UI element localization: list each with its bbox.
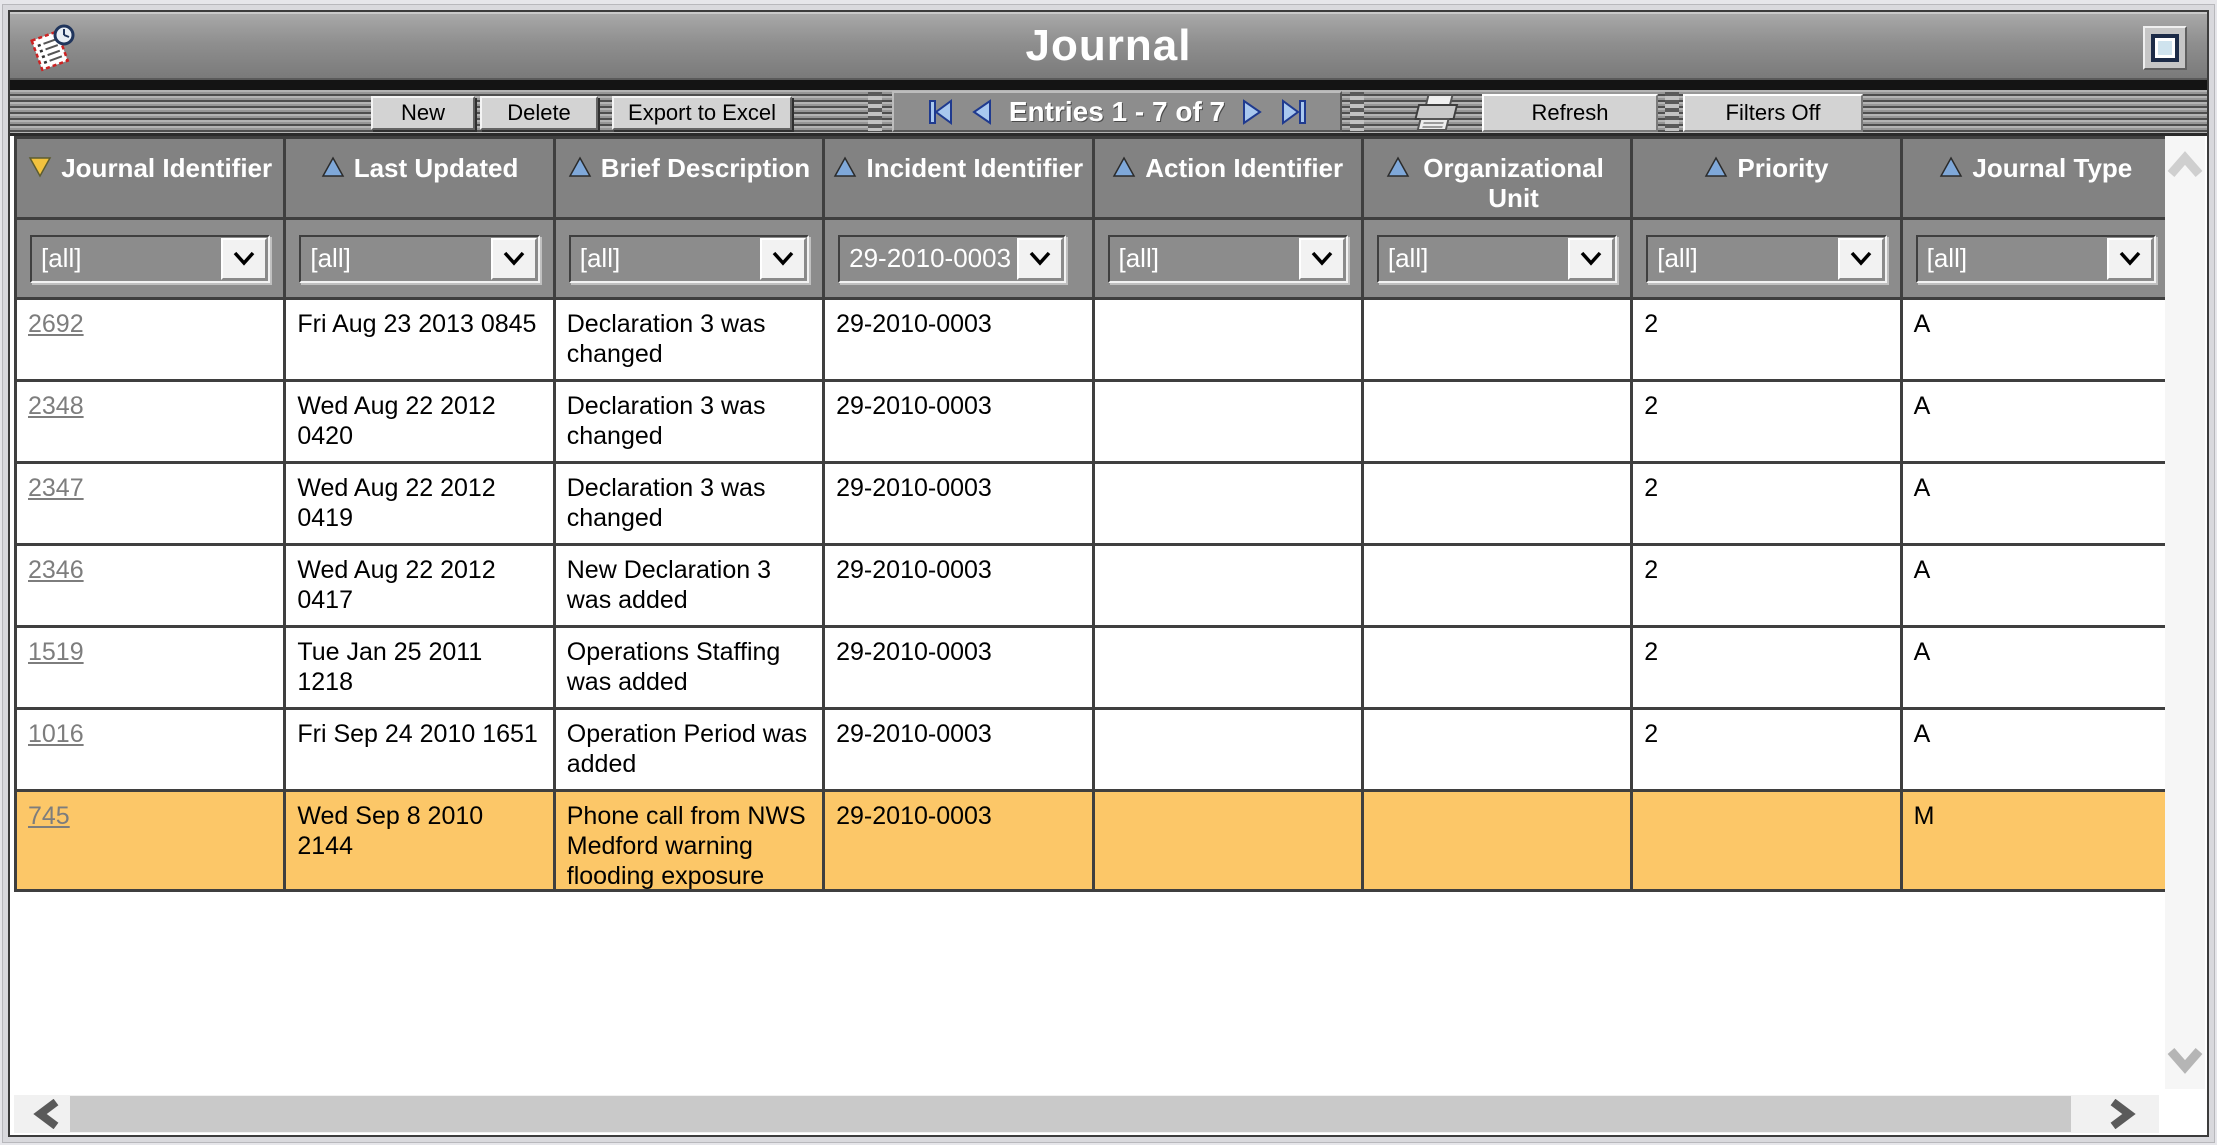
table-cell: A xyxy=(1903,546,2169,625)
table-cell: Tue Jan 25 2011 1218 xyxy=(286,628,552,707)
column-header-incident-identifier[interactable] xyxy=(825,139,1091,217)
scroll-up-icon[interactable] xyxy=(2167,150,2203,180)
toolbar-separator xyxy=(1665,92,1679,131)
filter-cell xyxy=(1364,220,1630,297)
delete-button[interactable]: Delete xyxy=(480,96,598,130)
toolbar xyxy=(10,90,2207,136)
table-cell: Wed Aug 22 2012 0420 xyxy=(286,382,552,461)
chevron-down-icon[interactable] xyxy=(491,238,537,280)
previous-page-icon[interactable] xyxy=(969,97,995,127)
journal-table xyxy=(14,136,2172,892)
brief-description-filter-select[interactable] xyxy=(569,235,809,283)
journal-identifier-filter-select[interactable] xyxy=(30,235,270,283)
table-cell: 2 xyxy=(1633,464,1899,543)
action-identifier-filter-select[interactable] xyxy=(1108,235,1348,283)
table-cell: Declaration 3 was changed xyxy=(556,382,822,461)
column-header-priority[interactable] xyxy=(1633,139,1899,217)
sort-ascending-icon xyxy=(568,156,592,178)
priority-filter-select[interactable] xyxy=(1646,235,1886,283)
filter-value: [all] xyxy=(1118,243,1159,273)
page-title: Journal xyxy=(1025,21,1192,70)
column-header-last-updated[interactable] xyxy=(286,139,552,217)
table-cell xyxy=(17,546,283,625)
journal-clock-icon xyxy=(26,22,78,74)
column-header-label: Journal Type xyxy=(1972,153,2133,183)
sort-ascending-icon xyxy=(1704,156,1728,178)
table-area xyxy=(10,136,2207,1135)
column-header-label: Priority xyxy=(1737,153,1829,183)
table-cell xyxy=(17,464,283,543)
sort-ascending-icon xyxy=(1386,156,1410,178)
table-cell: 29-2010-0003 xyxy=(825,300,1091,379)
column-header-organizational-unit[interactable] xyxy=(1364,139,1630,217)
next-page-icon[interactable] xyxy=(1239,97,1265,127)
table-cell xyxy=(1364,464,1630,543)
sort-descending-icon xyxy=(28,156,52,178)
table-cell: 29-2010-0003 xyxy=(825,382,1091,461)
filter-cell xyxy=(556,220,822,297)
table-cell-highlighted: Phone call from NWS Medford warning flooding exposure xyxy=(556,792,822,889)
scroll-left-icon[interactable] xyxy=(30,1099,64,1129)
scroll-right-icon[interactable] xyxy=(2105,1099,2139,1129)
table-cell: A xyxy=(1903,464,2169,543)
table-cell xyxy=(1364,382,1630,461)
column-header-label: Brief Description xyxy=(600,153,811,183)
maximize-icon xyxy=(2151,34,2179,62)
journal-id-link[interactable]: 2692 xyxy=(28,310,84,338)
chevron-down-icon[interactable] xyxy=(221,238,267,280)
print-icon[interactable] xyxy=(1402,93,1466,133)
filter-cell xyxy=(17,220,283,297)
horizontal-scrollbar-thumb[interactable] xyxy=(70,1096,2071,1132)
chevron-down-icon[interactable] xyxy=(1568,238,1614,280)
filters-off-button[interactable]: Filters Off xyxy=(1683,94,1863,132)
table-cell xyxy=(1095,300,1361,379)
table-cell: New Declaration 3 was added xyxy=(556,546,822,625)
filter-value: [all] xyxy=(310,243,351,273)
table-cell-highlighted: 29-2010-0003 xyxy=(825,792,1091,889)
table-cell: 2 xyxy=(1633,382,1899,461)
filter-cell xyxy=(825,220,1091,297)
filter-value: [all] xyxy=(1657,243,1698,273)
table-cell xyxy=(1095,464,1361,543)
filter-value: [all] xyxy=(41,243,82,273)
column-header-label: Journal Identifier xyxy=(61,153,273,183)
last-updated-filter-select[interactable] xyxy=(299,235,539,283)
organizational-unit-filter-select[interactable] xyxy=(1377,235,1617,283)
table-cell: Declaration 3 was changed xyxy=(556,464,822,543)
table-cell: A xyxy=(1903,710,2169,789)
table-cell: A xyxy=(1903,628,2169,707)
table-cell-highlighted xyxy=(17,792,283,889)
chevron-down-icon[interactable] xyxy=(1838,238,1884,280)
table-cell: 29-2010-0003 xyxy=(825,628,1091,707)
toolbar-separator xyxy=(868,92,882,131)
journal-id-link[interactable]: 1016 xyxy=(28,720,84,748)
table-cell: 29-2010-0003 xyxy=(825,546,1091,625)
column-header-brief-description[interactable] xyxy=(556,139,822,217)
column-header-label: Action Identifier xyxy=(1145,153,1344,183)
table-cell: A xyxy=(1903,300,2169,379)
incident-identifier-filter-select[interactable] xyxy=(838,235,1066,283)
table-cell: 2 xyxy=(1633,710,1899,789)
table-cell xyxy=(1095,382,1361,461)
table-cell: 2 xyxy=(1633,300,1899,379)
column-header-label: Organizational Unit xyxy=(1423,153,1604,213)
table-cell-highlighted xyxy=(1633,792,1899,889)
export-to-excel-button[interactable]: Export to Excel xyxy=(612,96,792,130)
filter-cell xyxy=(1633,220,1899,297)
filter-cell xyxy=(286,220,552,297)
table-cell: Wed Aug 22 2012 0417 xyxy=(286,546,552,625)
sort-ascending-icon xyxy=(1112,156,1136,178)
journal-id-link[interactable]: 2347 xyxy=(28,474,84,502)
table-cell: Fri Aug 23 2013 0845 xyxy=(286,300,552,379)
first-page-icon[interactable] xyxy=(925,97,955,127)
table-cell xyxy=(1095,710,1361,789)
pagination-panel xyxy=(892,91,1342,132)
maximize-window-button[interactable] xyxy=(2143,26,2187,70)
horizontal-scrollbar[interactable] xyxy=(14,1095,2159,1133)
table-cell xyxy=(1364,300,1630,379)
sort-ascending-icon xyxy=(1939,156,1963,178)
table-cell-highlighted xyxy=(1095,792,1361,889)
column-header-label: Last Updated xyxy=(353,153,519,183)
table-cell xyxy=(1364,710,1630,789)
chevron-down-icon[interactable] xyxy=(1299,238,1345,280)
table-cell: Operation Period was added xyxy=(556,710,822,789)
filter-value: [all] xyxy=(1387,243,1429,273)
filter-cell xyxy=(1903,220,2169,297)
table-cell xyxy=(17,628,283,707)
refresh-button[interactable]: Refresh xyxy=(1482,94,1658,132)
column-header-action-identifier[interactable] xyxy=(1095,139,1361,217)
table-cell-highlighted: Wed Sep 8 2010 2144 xyxy=(286,792,552,889)
table-cell: Declaration 3 was changed xyxy=(556,300,822,379)
table-cell xyxy=(1095,546,1361,625)
filter-value: [all] xyxy=(1926,243,1968,273)
table-cell: 29-2010-0003 xyxy=(825,464,1091,543)
table-cell-highlighted xyxy=(1364,792,1630,889)
journal-id-link[interactable]: 2346 xyxy=(28,556,84,584)
table-cell xyxy=(17,382,283,461)
filter-value: 29-2010-0003 xyxy=(849,243,1012,273)
journal-type-filter-select[interactable] xyxy=(1916,235,2156,283)
column-header-journal-type[interactable] xyxy=(1903,139,2169,217)
title-bar xyxy=(10,12,2207,80)
column-header-label: Incident Identifier xyxy=(866,153,1084,183)
table-cell: Operations Staffing was added xyxy=(556,628,822,707)
titlebar-divider xyxy=(10,80,2207,90)
journal-id-link[interactable]: 2348 xyxy=(28,392,84,420)
table-cell-highlighted: M xyxy=(1903,792,2169,889)
new-button[interactable]: New xyxy=(371,96,475,130)
sort-ascending-icon xyxy=(321,156,345,178)
journal-window xyxy=(8,10,2209,1137)
table-cell xyxy=(1095,628,1361,707)
scroll-down-icon[interactable] xyxy=(2167,1045,2203,1075)
table-cell: 29-2010-0003 xyxy=(825,710,1091,789)
journal-id-link[interactable]: 745 xyxy=(28,802,70,830)
filter-cell xyxy=(1095,220,1361,297)
last-page-icon[interactable] xyxy=(1279,97,1309,127)
column-header-journal-identifier[interactable] xyxy=(17,139,283,217)
table-cell: 2 xyxy=(1633,628,1899,707)
table-cell: Wed Aug 22 2012 0419 xyxy=(286,464,552,543)
table-cell: A xyxy=(1903,382,2169,461)
sort-ascending-icon xyxy=(833,156,857,178)
toolbar-separator xyxy=(1350,92,1364,131)
table-cell: 2 xyxy=(1633,546,1899,625)
table-cell xyxy=(1364,546,1630,625)
entries-range-text: Entries 1 - 7 of 7 xyxy=(1008,95,1226,127)
table-cell: Fri Sep 24 2010 1651 xyxy=(286,710,552,789)
table-cell xyxy=(1364,628,1630,707)
chevron-down-icon[interactable] xyxy=(1017,238,1063,280)
vertical-scrollbar[interactable] xyxy=(2165,136,2205,1089)
table-cell xyxy=(17,300,283,379)
filter-value: [all] xyxy=(579,243,621,273)
chevron-down-icon[interactable] xyxy=(760,238,806,280)
table-cell xyxy=(17,710,283,789)
journal-id-link[interactable]: 1519 xyxy=(28,638,84,666)
chevron-down-icon[interactable] xyxy=(2107,238,2153,280)
